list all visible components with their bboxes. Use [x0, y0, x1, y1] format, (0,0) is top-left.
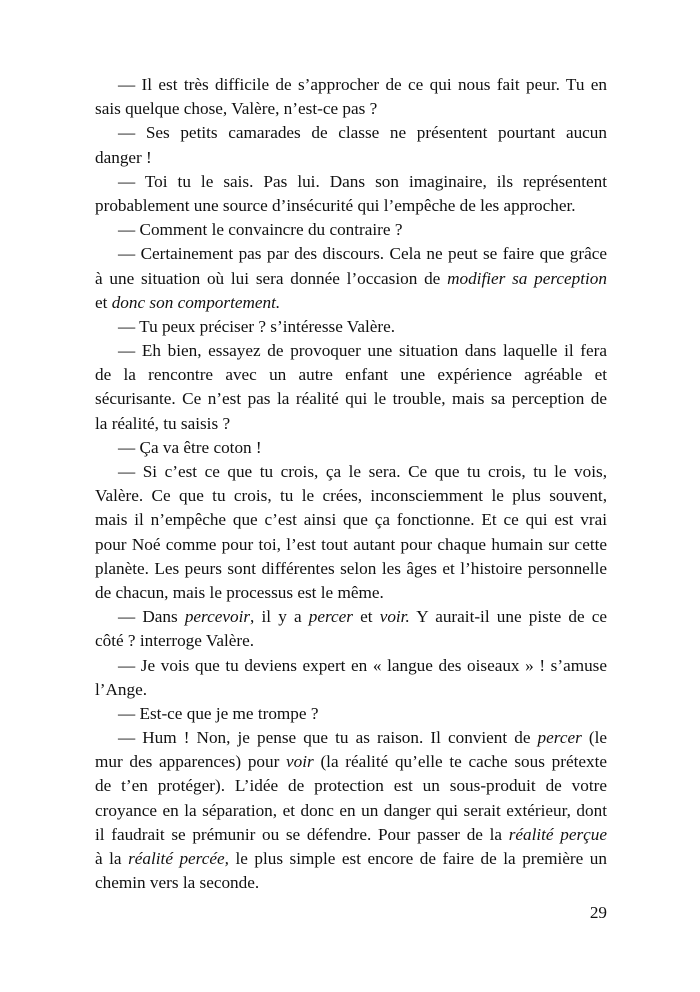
- text-segment: — Est-ce que je me trompe ?: [118, 703, 319, 723]
- text-segment: chemin vers la seconde.: [95, 873, 260, 893]
- text-line: [95, 605, 607, 629]
- text-line: [95, 678, 607, 702]
- paragraph: [95, 73, 607, 121]
- italic-text: percevoir: [184, 607, 251, 627]
- text-segment: le plus simple est encore de faire de la première un: [228, 849, 607, 868]
- text-segment: (la réalité qu’elle te cache sous prétexte: [313, 752, 607, 772]
- text-segment: mais il n’empêche que c’est ainsi que ça fonctionne. Et ce qui est vrai: [95, 510, 607, 530]
- text-line: [95, 557, 607, 581]
- text-line: [95, 726, 607, 750]
- text-segment: croyance en la séparation, et donc en un danger qui serait extérieur, dont: [95, 800, 607, 820]
- text-segment: côté ? interroge Valère.: [95, 631, 255, 651]
- text-segment: de t’en protéger). L’idée de protection est un sous-produit de votre: [95, 776, 607, 796]
- paragraph: [95, 170, 607, 218]
- text-segment: et: [352, 607, 380, 627]
- text-line: [95, 339, 607, 363]
- text-line: [95, 242, 607, 266]
- text-line: [95, 581, 607, 605]
- text-line: [95, 702, 607, 726]
- text-line: [95, 533, 607, 557]
- text-line: [95, 436, 607, 460]
- text-segment: Valère. Ce que tu crois, tu le crées, inconsciemment le plus souvent,: [95, 486, 607, 506]
- paragraph: [95, 436, 607, 460]
- text-line: [95, 412, 607, 436]
- italic-text: réalité percée,: [128, 849, 229, 868]
- text-line: [95, 508, 607, 532]
- paragraph: [95, 460, 607, 605]
- text-segment: — Comment le convaincre du contraire ?: [118, 220, 403, 240]
- paragraph: [95, 218, 607, 242]
- text-segment: — Ça va être coton !: [118, 437, 262, 457]
- text-segment: — Hum ! Non, je pense que tu as raison. Il convient de: [118, 728, 538, 748]
- text-line: [95, 291, 607, 315]
- text-line: [95, 121, 607, 145]
- text-segment: de chacun, mais le processus est le même.: [95, 582, 384, 602]
- paragraph: [95, 654, 607, 702]
- text-line: [95, 218, 607, 242]
- paragraph: [95, 315, 607, 339]
- italic-text: percer: [308, 607, 353, 627]
- text-segment: — Tu peux préciser ? s’intéresse Valère.: [118, 316, 395, 336]
- text-segment: — Je vois que tu deviens expert en « langue des oiseaux » ! s’amuse: [118, 655, 607, 675]
- text-segment: pour Noé comme pour toi, l’est tout autant pour chaque humain sur cette: [95, 534, 607, 554]
- paragraph: [95, 605, 607, 653]
- text-segment: à une situation où lui sera donnée l’occasion de: [95, 268, 448, 288]
- text-segment: — Eh bien, essayez de provoquer une situation dans laquelle il fera: [118, 341, 607, 361]
- text-line: [95, 170, 607, 194]
- text-line: [95, 387, 607, 411]
- italic-text: modifier sa perception: [447, 268, 607, 288]
- text-segment: sécurisante. Ce n’est pas la réalité qui le trouble, mais sa perception de: [95, 389, 607, 409]
- text-line: [95, 847, 607, 871]
- text-segment: , il y a: [250, 607, 309, 627]
- paragraph: [95, 339, 607, 436]
- text-line: [95, 363, 607, 387]
- text-segment: — Si c’est ce que tu crois, ça le sera. Ce que tu crois, tu le vois,: [118, 462, 607, 481]
- paragraph: [95, 702, 607, 726]
- text-line: [95, 799, 607, 823]
- text-segment: planète. Les peurs sont différentes selon les âges et l’histoire personnelle: [95, 558, 607, 578]
- text-segment: il faudrait se prémunir ou se défendre. Pour passer de la: [95, 824, 509, 844]
- text-segment: — Certainement pas par des discours. Cela ne peut se faire que grâce: [118, 244, 607, 264]
- text-segment: danger !: [95, 147, 152, 167]
- paragraph: [95, 726, 607, 895]
- text-segment: l’Ange.: [95, 679, 148, 699]
- paragraph: [95, 121, 607, 169]
- text-segment: — Dans: [118, 607, 185, 627]
- text-line: [95, 194, 607, 218]
- text-segment: (le: [581, 728, 607, 748]
- italic-text: réalité perçue: [508, 824, 607, 844]
- italic-text: percer: [537, 728, 582, 748]
- text-segment: la réalité, tu saisis ?: [95, 413, 231, 433]
- text-line: [95, 871, 607, 895]
- page-number: 29: [589, 903, 607, 922]
- page-body-text: [95, 73, 607, 895]
- text-segment: sais quelque chose, Valère, n’est-ce pas ?: [95, 99, 378, 119]
- text-segment: — Toi tu le sais. Pas lui. Dans son imaginaire, ils représentent: [118, 171, 607, 191]
- paragraph: [95, 242, 607, 315]
- italic-text: voir.: [379, 607, 410, 627]
- text-segment: probablement une source d’insécurité qui l’empêche de les approcher.: [95, 195, 576, 215]
- italic-text: voir: [286, 752, 314, 772]
- text-line: [95, 750, 607, 774]
- text-segment: mur des apparences) pour: [95, 752, 287, 772]
- text-segment: de la rencontre avec un autre enfant une expérience agréable et: [95, 365, 607, 385]
- text-line: [95, 484, 607, 508]
- text-segment: Y aurait-il une piste de ce: [409, 607, 607, 627]
- text-line: [95, 823, 607, 847]
- text-segment: — Il est très difficile de s’approcher de ce qui nous fait peur. Tu en: [118, 75, 607, 94]
- text-line: [95, 73, 607, 97]
- text-segment: — Ses petits camarades de classe ne présentent pourtant aucun: [118, 123, 607, 143]
- text-line: [95, 97, 607, 121]
- text-segment: à la: [95, 849, 129, 868]
- text-segment: et: [95, 292, 112, 312]
- italic-text: donc son comportement.: [111, 292, 281, 312]
- text-line: [95, 629, 607, 653]
- text-line: [95, 315, 607, 339]
- text-line: [95, 267, 607, 291]
- text-line: [95, 146, 607, 170]
- text-line: [95, 460, 607, 484]
- text-line: [95, 654, 607, 678]
- text-line: [95, 774, 607, 798]
